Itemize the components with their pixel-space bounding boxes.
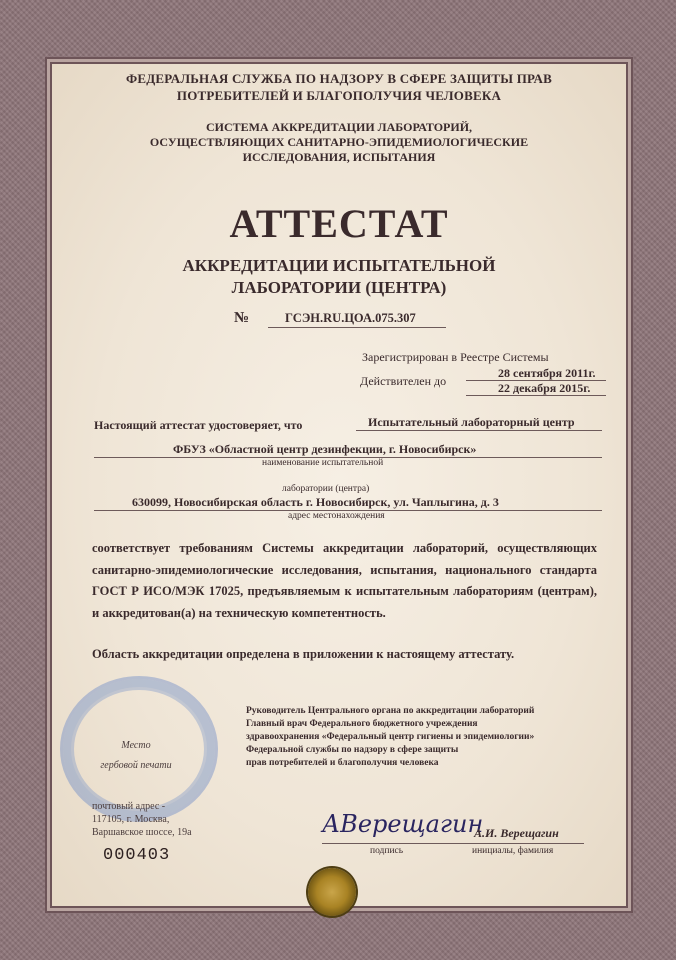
certificate-number: ГСЭН.RU.ЦОА.075.307 [285,311,416,325]
registered-label: Зарегистрирован в Реестре Системы [362,350,549,364]
serial-number: 000403 [103,846,171,865]
signature-underline [322,843,584,844]
stamp-line-2: гербовой печати [100,760,172,771]
number-underline [268,327,446,328]
signatory-line-4: Федеральной службы по надзору в сфере защиты [246,745,459,755]
signatory-line-1: Руководитель Центрального органа по аккредитации лабораторий [246,706,535,716]
number-label: № [234,310,250,326]
certificate-title: АТТЕСТАТ [229,201,449,246]
date-underline-2 [466,395,606,396]
name-caption-2: лаборатории (центра) [282,484,370,494]
agency-line-1: ФЕДЕРАЛЬНАЯ СЛУЖБА ПО НАДЗОРУ В СФЕРЕ ЗАЩИТЫ ПРАВ [126,71,552,86]
handwritten-signature: АВерещагин [322,810,484,838]
gold-seal-icon [308,868,356,916]
registered-date: 28 сентября 2011г. [498,366,596,380]
postal-address [92,800,192,839]
certificate-subtitle [52,255,626,299]
stamp-placeholder [96,736,176,776]
subtitle-line-1: АККРЕДИТАЦИИ ИСПЫТАТЕЛЬНОЙ [182,256,496,275]
agency-header [52,70,626,104]
signature-caption: подпись [370,846,404,856]
compliance-paragraph: соответствует требованиям Системы аккредитации лабораторий, осуществляющих санитарно-эпидемиологические исследования, испытания, национального стандарта ГОСТ Р ИСО/МЭК 17025, предъявляемым к испытательным лабораториям (центрам), и аккредитован(а) на техническую компетентность. [92,541,597,620]
system-header [52,120,626,165]
lab-name: ФБУЗ «Областной центр дезинфекции, г. Новосибирск» [173,442,477,456]
agency-line-2: ПОТРЕБИТЕЛЕЙ И БЛАГОПОЛУЧИЯ ЧЕЛОВЕКА [176,88,502,103]
lab-type: Испытательный лабораторный центр [368,415,575,429]
stamp-line-1: Место [121,740,151,751]
lab-address: 630099, Новосибирская область г. Новосибирск, ул. Чаплыгина, д. 3 [132,495,499,509]
valid-label: Действителен до [360,374,447,388]
lab-type-underline [356,430,602,431]
postal-line-2: 117105, г. Москва, [92,814,170,825]
certifies-label: Настоящий аттестат удостоверяет, что [94,418,303,432]
address-caption: адрес местонахождения [288,511,385,521]
system-line-3: ИССЛЕДОВАНИЯ, ИСПЫТАНИЯ [242,150,436,164]
date-underline-1 [466,380,606,381]
system-line-1: СИСТЕМА АККРЕДИТАЦИИ ЛАБОРАТОРИЙ, [205,120,473,134]
signatory-line-5: прав потребителей и благополучия человека [246,758,439,768]
postal-line-3: Варшавское шоссе, 19а [92,827,192,838]
valid-date: 22 декабря 2015г. [498,381,591,395]
name-caption-1: наименование испытательной [262,458,384,468]
signatory-line-3: здравоохранения «Федеральный центр гигиены и эпидемиологии» [246,732,535,742]
system-line-2: ОСУЩЕСТВЛЯЮЩИХ САНИТАРНО-ЭПИДЕМИОЛОГИЧЕСКИЕ [149,135,529,149]
scope-statement: Область аккредитации определена в приложении к настоящему аттестату. [92,647,515,661]
signatory-title [246,705,596,770]
signatory-name: А.И. Верещагин [474,826,559,840]
name-caption: инициалы, фамилия [472,846,554,856]
postal-line-1: почтовый адрес - [92,801,166,812]
subtitle-line-2: ЛАБОРАТОРИИ (ЦЕНТРА) [231,278,447,297]
signatory-line-2: Главный врач Федерального бюджетного учреждения [246,719,478,729]
